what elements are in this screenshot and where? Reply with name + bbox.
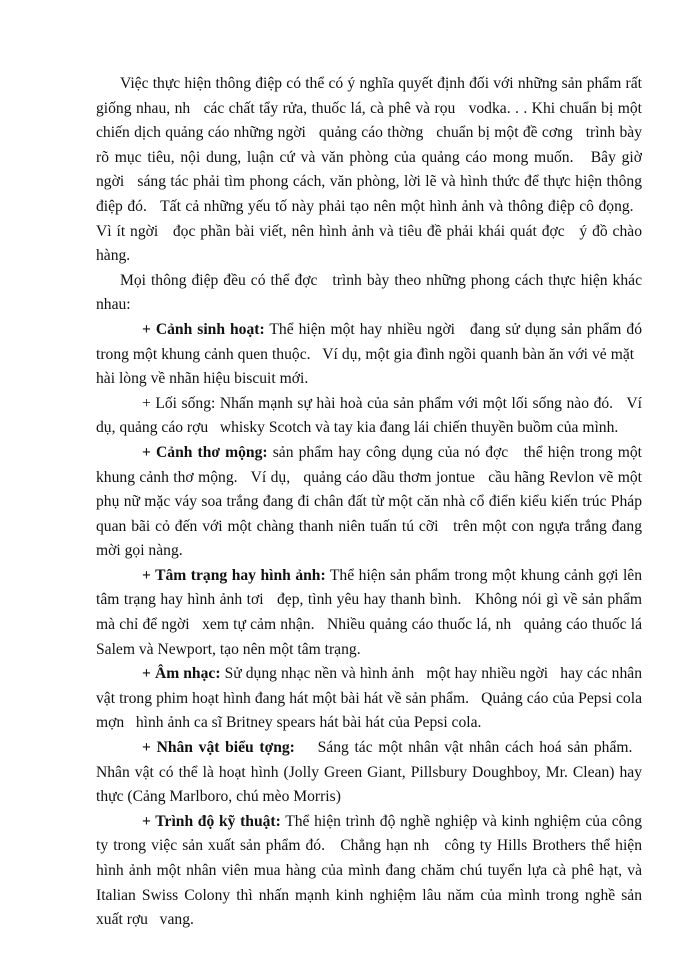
item-text: Thể hiện sản phẩm trong một khung cảnh gợi lên tâm trạng hay hình ảnh tơi đẹp, tình yêu hay thanh bình. Không nói gì về sản phẩm mà chỉ để ngời xem tự cảm nhận. Nhiều quảng cáo thuốc lá, nh quảng cáo thuốc lá Salem và Newport, tạo nên một tâm trạng.: [96, 566, 643, 658]
item-term: + Cảnh thơ mộng:: [142, 443, 268, 461]
item-text: Sáng tác một nhân vật nhân cách hoá sản phẩm. Nhân vật có thể là hoạt hình (Jolly Green Giant, Pillsbury Doughboy, Mr. Clean) hay thực (Cảng Marlboro, chú mèo Morris): [96, 739, 642, 806]
item-text: sản phẩm hay công dụng của nó đợc thể hiện trong một khung cảnh thơ mộng. Ví dụ, quảng cáo dầu thơm jontue cầu hãng Revlon vẽ một phụ nữ mặc váy soa trắng đang đi chân đất từ một căn nhà cổ điển kiểu kiến trúc Pháp quan bãi cỏ đến với một chàng thanh niên tuấn tú cỡi trên một con ngựa trắng đang mời gọi nàng.: [96, 443, 643, 560]
lead-paragraph: Mọi thông điệp đều có thể đợc trình bày theo những phong cách thực hiện khác nhau:: [96, 271, 642, 314]
item-term: + Cảnh sinh hoạt:: [142, 320, 265, 338]
item-text: + Lối sống: Nhấn mạnh sự hài hoà của sản phẩm với một lối sống nào đó. Ví dụ, quảng cáo rợu whisky Scotch và tay kia đang lái chiến thuyền buồm của mình.: [96, 394, 642, 437]
style-item-music: [96, 662, 642, 736]
item-term: + Nhân vật biểu tợng:: [142, 739, 295, 757]
style-item-lifestyle: [96, 392, 642, 441]
document-body: [96, 72, 642, 933]
style-item-daily-life: [96, 318, 642, 392]
item-text: Thể hiện trình độ nghề nghiệp và kinh nghiệm của công ty trong việc sản xuất sản phẩm đó. Chẳng hạn nh công ty Hills Brothers thể hiện hình ảnh một nhân viên mua hàng của mình đang chăm chú tuyển lựa cà phê hạt, và Italian Swiss Colony thì nhấn mạnh kinh nghiệm lâu năm của mình trong nghề sản xuất rợu vang.: [96, 812, 643, 929]
item-text: Sử dụng nhạc nền và hình ảnh một hay nhiều ngời hay các nhân vật trong phim hoạt hình đang hát một bài hát về sản phẩm. Quảng cáo của Pepsi cola mợn hình ảnh ca sĩ Britney spears hát bài hát của Pepsi cola.: [96, 665, 642, 732]
item-term: + Trình độ kỹ thuật:: [142, 812, 281, 830]
intro-paragraph: Việc thực hiện thông điệp có thể có ý nghĩa quyết định đối với những sản phẩm rất giống nhau, nh các chất tẩy rửa, thuốc lá, cà phê và rọu vodka. . . Khi chuẩn bị một chiến dịch quảng cáo những ngời quảng cáo thờng chuẩn bị một đề cơng trình bày rõ mục tiêu, nội dung, luận cứ và văn phòng của quảng cáo mong muốn. Bây giờ ngời sáng tác phải tìm phong cách, văn phòng, lời lẽ và hình thức để thực hiện thông điệp đó. Tất cả những yếu tố này phải tạo nên một hình ảnh và thông điệp cô đọng. Vì ít ngời đọc phần bài viết, nên hình ảnh và tiêu đề phải khái quát đợc ý đồ chào hàng.: [96, 75, 642, 265]
style-item-technical-expertise: [96, 810, 642, 933]
style-item-symbol-character: [96, 736, 642, 810]
item-text: Thể hiện một hay nhiều ngời đang sử dụng sản phẩm đó trong một khung cảnh quen thuộc. Ví dụ, một gia đình ngồi quanh bàn ăn với vẻ mặt hài lòng về nhãn hiệu biscuit mới.: [96, 320, 642, 388]
item-term: + Tâm trạng hay hình ảnh:: [142, 566, 326, 584]
style-item-fantasy: [96, 441, 642, 564]
style-item-mood-image: [96, 564, 642, 662]
item-term: + Âm nhạc:: [142, 665, 221, 683]
